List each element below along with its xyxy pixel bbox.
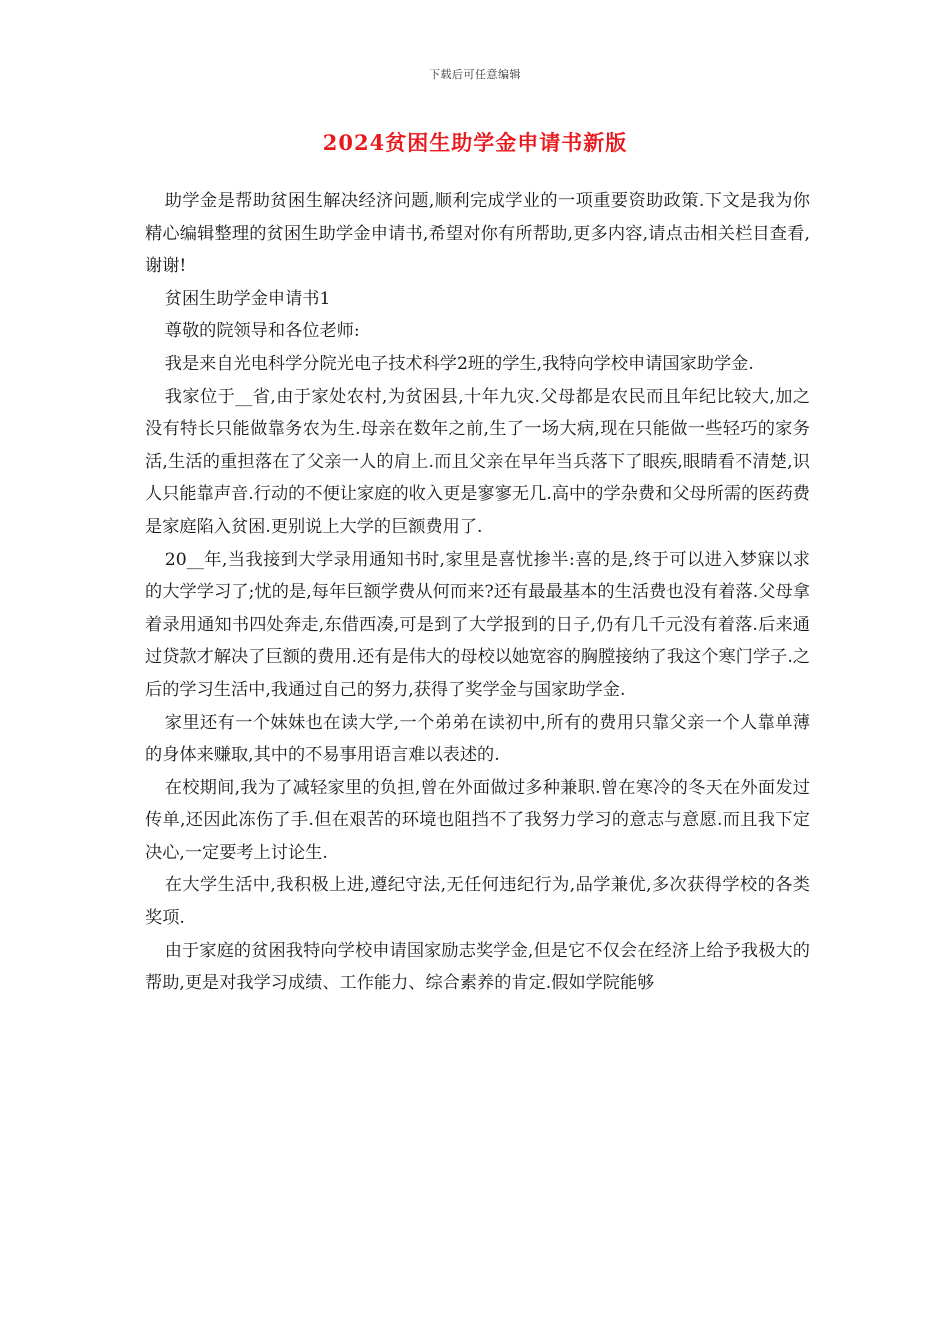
paragraph: 我是来自光电科学分院光电子技术科学2班的学生,我特向学校申请国家助学金.	[164, 353, 754, 374]
document-body	[145, 185, 810, 1000]
document-title: 2024贫困生助学金申请书新版	[322, 130, 628, 155]
paragraph: 20__年,当我接到大学录用通知书时,家里是喜忧掺半:喜的是,终于可以进入梦寐以求的大学学习了;忧的是,每年巨额学费从何而来?还有最最基本的生活费也没有着落.父母拿着录用通知书四处奔走,东借西凑,可是到了大学报到的日子,仍有几千元没有着落.后来通过贷款才解决了巨额的费用.还有是伟大的母校以她宽容的胸膛接纳了我这个寒门学子.之后的学习生活中,我通过自己的努力,获得了奖学金与国家助学金.	[145, 549, 810, 700]
paragraph-salutation: 尊敬的院领导和各位老师:	[164, 321, 360, 342]
paragraph: 我家位于__省,由于家处农村,为贫困县,十年九灾.父母都是农民而且年纪比较大,加之没有特长只能做靠务农为生.母亲在数年之前,生了一场大病,现在只能做一些轻巧的家务活,生活的重担落在了父亲一人的肩上.而且父亲在早年当兵落下了眼疾,眼睛看不清楚,识人只能靠声音.行动的不便让家庭的收入更是寥寥无几.高中的学杂费和父母所需的医药费是家庭陷入贫困.更别说上大学的巨额费用了.	[145, 386, 810, 537]
paragraph: 在大学生活中,我积极上进,遵纪守法,无任何违纪行为,品学兼优,多次获得学校的各类奖项.	[145, 875, 810, 929]
paragraph: 在校期间,我为了减轻家里的负担,曾在外面做过多种兼职.曾在寒冷的冬天在外面发过传单,还因此冻伤了手.但在艰苦的环境也阻挡不了我努力学习的意志与意愿.而且我下定决心,一定要考上讨论生.	[145, 777, 810, 863]
paragraph-intro: 助学金是帮助贫困生解决经济问题,顺利完成学业的一项重要资助政策.下文是我为你精心编辑整理的贫困生助学金申请书,希望对你有所帮助,更多内容,请点击相关栏目查看,谢谢!	[145, 191, 810, 277]
header-note: 下载后可任意编辑	[429, 68, 521, 81]
paragraph-section-heading: 贫困生助学金申请书1	[164, 288, 331, 309]
paragraph: 由于家庭的贫困我特向学校申请国家励志奖学金,但是它不仅会在经济上给予我极大的帮助,更是对我学习成绩、工作能力、综合素养的肯定.假如学院能够	[145, 940, 810, 994]
paragraph: 家里还有一个妹妹也在读大学,一个弟弟在读初中,所有的费用只靠父亲一个人靠单薄的身体来赚取,其中的不易事用语言难以表述的.	[145, 712, 810, 766]
